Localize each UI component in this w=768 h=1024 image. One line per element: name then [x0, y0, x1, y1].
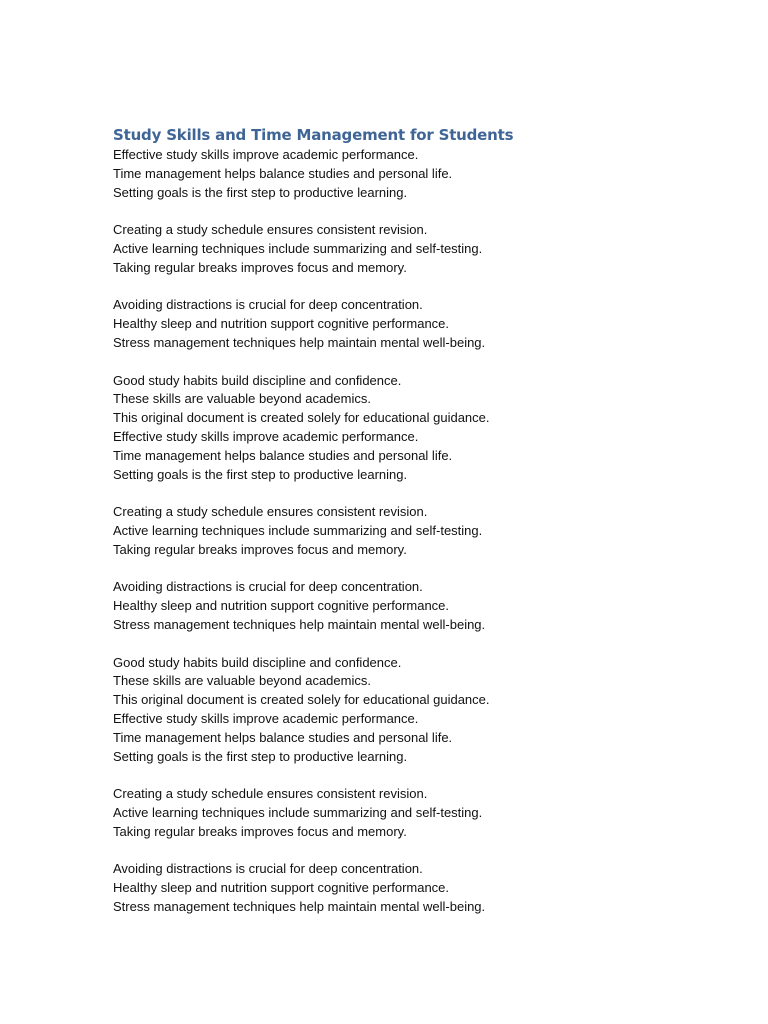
paragraph-spacer	[113, 202, 733, 221]
text-line: Setting goals is the first step to productive learning.	[113, 184, 408, 200]
paragraph	[113, 221, 733, 277]
text-line: Time management helps balance studies and personal life.	[113, 165, 453, 181]
paragraph-spacer	[113, 635, 733, 654]
paragraph-spacer	[113, 278, 733, 297]
paragraph-spacer	[113, 484, 733, 503]
paragraph	[113, 372, 733, 485]
text-line: Setting goals is the first step to productive learning.	[113, 466, 408, 482]
text-line: Effective study skills improve academic performance.	[113, 147, 419, 162]
paragraph-spacer	[113, 353, 733, 372]
text-line: Taking regular breaks improves focus and memory.	[113, 259, 407, 275]
text-line: Creating a study schedule ensures consistent revision.	[113, 786, 428, 802]
text-line: Setting goals is the first step to productive learning.	[113, 748, 408, 764]
text-line: Creating a study schedule ensures consistent revision.	[113, 504, 428, 520]
paragraph-container	[113, 146, 733, 917]
text-line: Healthy sleep and nutrition support cognitive performance.	[113, 598, 450, 614]
text-line: Avoiding distractions is crucial for deep concentration.	[113, 861, 423, 877]
paragraph	[113, 785, 733, 841]
text-line: Creating a study schedule ensures consistent revision.	[113, 222, 428, 238]
paragraph-spacer	[113, 766, 733, 785]
paragraph	[113, 654, 733, 767]
text-line: Effective study skills improve academic performance.	[113, 428, 419, 444]
text-line: Taking regular breaks improves focus and memory.	[113, 823, 407, 839]
paragraph	[113, 503, 733, 559]
text-line: Healthy sleep and nutrition support cognitive performance.	[113, 316, 450, 332]
paragraph	[113, 578, 733, 634]
text-line: Healthy sleep and nutrition support cognitive performance.	[113, 880, 450, 896]
text-line: Time management helps balance studies and personal life.	[113, 447, 453, 463]
document-body	[113, 124, 733, 917]
paragraph	[113, 860, 733, 916]
text-line: Avoiding distractions is crucial for deep concentration.	[113, 297, 423, 313]
paragraph-spacer	[113, 841, 733, 860]
text-line: Good study habits build discipline and confidence.	[113, 372, 402, 388]
paragraph	[113, 146, 733, 202]
text-line: Active learning techniques include summarizing and self-testing.	[113, 522, 483, 538]
text-line: This original document is created solely for educational guidance.	[113, 410, 490, 426]
text-line: These skills are valuable beyond academics.	[113, 391, 371, 407]
text-line: Good study habits build discipline and confidence.	[113, 654, 402, 670]
paragraph	[113, 296, 733, 352]
text-line: Avoiding distractions is crucial for deep concentration.	[113, 579, 423, 595]
text-line: This original document is created solely for educational guidance.	[113, 692, 490, 708]
paragraph-spacer	[113, 560, 733, 579]
text-line: Time management helps balance studies and personal life.	[113, 729, 453, 745]
text-line: Taking regular breaks improves focus and memory.	[113, 541, 407, 557]
text-line: Effective study skills improve academic performance.	[113, 710, 419, 726]
document-title: Study Skills and Time Management for Students	[113, 126, 514, 144]
text-line: Active learning techniques include summarizing and self-testing.	[113, 240, 483, 256]
text-line: Active learning techniques include summarizing and self-testing.	[113, 804, 483, 820]
text-line: Stress management techniques help maintain mental well-being.	[113, 334, 486, 350]
text-line: These skills are valuable beyond academics.	[113, 673, 371, 689]
text-line: Stress management techniques help maintain mental well-being.	[113, 616, 486, 632]
text-line: Stress management techniques help maintain mental well-being.	[113, 898, 486, 914]
